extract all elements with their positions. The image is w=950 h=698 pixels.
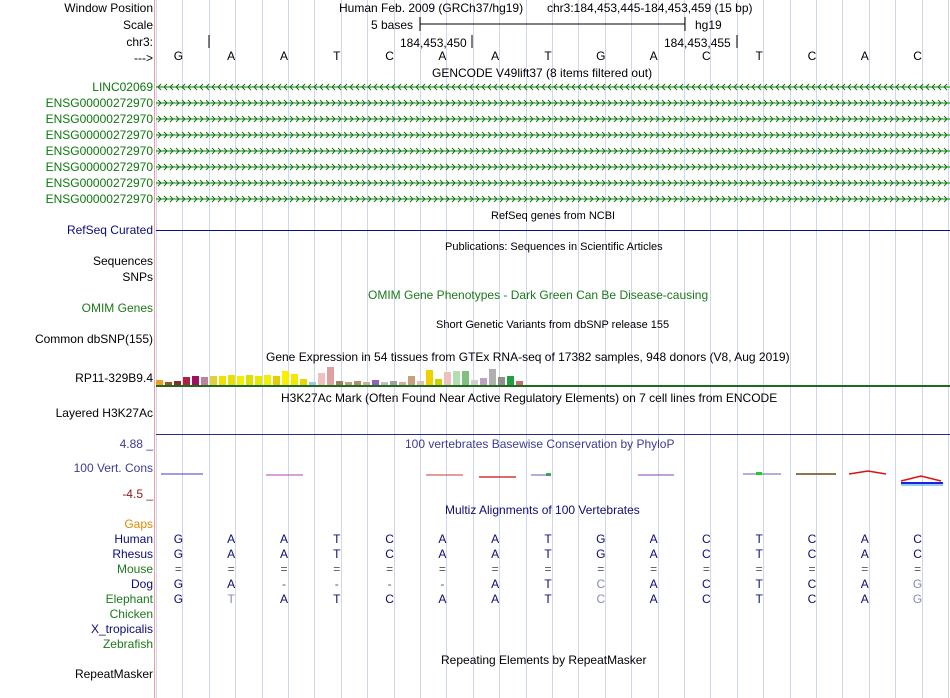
publications-sequences-label[interactable]: Sequences	[92, 254, 153, 268]
phylop-ymax: 4.88 _	[119, 437, 153, 451]
multiz-base: T	[227, 592, 235, 606]
multiz-base: C	[913, 547, 922, 561]
repeatmasker-track-title: Repeating Elements by RepeatMasker	[441, 653, 647, 667]
window-position-label: Window Position	[64, 1, 153, 15]
repeatmasker-label[interactable]: RepeatMasker	[74, 667, 153, 681]
multiz-track-title: Multiz Alignments of 100 Vertebrates	[445, 503, 640, 517]
multiz-base: C	[385, 547, 394, 561]
multiz-base: C	[807, 592, 817, 606]
publications-snps-label[interactable]: SNPs	[122, 270, 153, 284]
base-letter: C	[913, 49, 922, 63]
multiz-base: G	[596, 532, 606, 546]
multiz-base: C	[702, 532, 711, 546]
multiz-base: =	[702, 562, 710, 576]
chrom-label: chr3:	[126, 35, 153, 49]
label-divider	[154, 0, 155, 698]
multiz-base: A	[860, 532, 869, 546]
base-letter: A	[438, 49, 447, 63]
multiz-base: G	[173, 577, 184, 591]
multiz-base: A	[491, 547, 500, 561]
h3k27ac-label[interactable]: Layered H3K27Ac	[55, 406, 153, 420]
multiz-base: A	[491, 592, 500, 606]
gencode-item-label[interactable]: ENSG00000272970	[45, 128, 153, 142]
multiz-base: T	[544, 592, 552, 606]
multiz-base: A	[227, 577, 236, 591]
gencode-item-line[interactable]	[156, 114, 950, 124]
multiz-base: C	[385, 532, 394, 546]
phylop-label[interactable]: 100 Vert. Cons	[73, 461, 153, 475]
gencode-item-label[interactable]: ENSG00000272970	[45, 112, 153, 126]
base-letter: C	[702, 49, 711, 63]
multiz-species-label[interactable]: Elephant	[105, 592, 153, 606]
multiz-base: =	[174, 562, 182, 576]
multiz-base: G	[596, 547, 606, 561]
multiz-base: A	[438, 592, 447, 606]
gencode-item-line[interactable]	[156, 194, 950, 204]
multiz-base: C	[596, 577, 606, 591]
multiz-base: G	[173, 592, 184, 606]
multiz-base: C	[807, 577, 817, 591]
dbsnp-track-title: Short Genetic Variants from dbSNP release 155	[436, 319, 670, 331]
multiz-base: A	[227, 532, 236, 546]
coord-tick-1: 184,453,450	[400, 36, 467, 50]
multiz-base: G	[912, 577, 923, 591]
scale-label: Scale	[122, 18, 153, 32]
gencode-item-line[interactable]	[156, 146, 950, 156]
strand-label: --->	[134, 51, 153, 65]
dbsnp-label[interactable]: Common dbSNP(155)	[34, 332, 153, 346]
multiz-base: C	[385, 592, 394, 606]
refseq-line	[156, 230, 950, 232]
multiz-base: A	[279, 532, 288, 546]
multiz-base: C	[807, 547, 817, 561]
omim-track-title: OMIM Gene Phenotypes - Dark Green Can Be Disease-causing	[368, 288, 709, 302]
phylop-ymin: -4.5 _	[122, 487, 153, 501]
base-letter: A	[491, 49, 500, 63]
assembly-title: Human Feb. 2009 (GRCh37/hg19)	[339, 1, 524, 15]
multiz-base: A	[438, 532, 447, 546]
position-text: chr3:184,453,445-184,453,459 (15 bp)	[547, 1, 753, 15]
multiz-species-label[interactable]: Human	[114, 532, 153, 546]
multiz-base: C	[702, 592, 711, 606]
multiz-base: A	[649, 532, 658, 546]
gencode-item-label[interactable]: ENSG00000272970	[45, 160, 153, 174]
multiz-species-label[interactable]: X_tropicalis	[90, 622, 153, 636]
multiz-base: T	[333, 532, 341, 546]
base-letter: A	[279, 49, 288, 63]
scale-db: hg19	[695, 18, 722, 32]
multiz-base: T	[333, 592, 341, 606]
base-letter: A	[227, 49, 236, 63]
multiz-base: A	[649, 547, 658, 561]
multiz-base: A	[649, 592, 658, 606]
multiz-base: A	[438, 547, 447, 561]
multiz-base: T	[333, 547, 341, 561]
scale-text: 5 bases	[371, 18, 414, 32]
phylop-track-title: 100 vertebrates Basewise Conservation by PhyloP	[405, 437, 675, 451]
gencode-item-line[interactable]	[156, 130, 950, 140]
h3k27ac-line	[156, 434, 950, 436]
multiz-base: A	[279, 547, 288, 561]
base-letter: C	[807, 49, 817, 63]
multiz-base: =	[861, 562, 869, 576]
multiz-base: G	[173, 547, 184, 561]
multiz-base: T	[755, 547, 763, 561]
gencode-item-line[interactable]	[156, 98, 950, 108]
base-letter: A	[649, 49, 658, 63]
multiz-base: T	[755, 592, 763, 606]
multiz-base: A	[649, 577, 658, 591]
multiz-base: =	[597, 562, 605, 576]
multiz-species-label[interactable]: Zebrafish	[102, 637, 153, 651]
multiz-species-label[interactable]: Rhesus	[112, 547, 153, 561]
multiz-base: =	[280, 562, 288, 576]
coord-tick-2: 184,453,455	[664, 36, 731, 50]
multiz-base: =	[914, 562, 922, 576]
multiz-base: T	[544, 547, 552, 561]
publications-track-title: Publications: Sequences in Scientific Articles	[445, 241, 663, 253]
multiz-base: C	[596, 592, 606, 606]
multiz-base: A	[491, 532, 500, 546]
multiz-base: A	[279, 592, 288, 606]
multiz-base: =	[333, 562, 341, 576]
multiz-base: C	[913, 532, 922, 546]
multiz-base: A	[860, 592, 869, 606]
multiz-base: -	[440, 577, 445, 591]
gtex-track-title: Gene Expression in 54 tissues from GTEx RNA-seq of 17382 samples, 948 donors (V8, Aug 2019)	[266, 350, 790, 364]
gencode-item-line[interactable]	[156, 82, 950, 92]
omim-label[interactable]: OMIM Genes	[81, 301, 153, 315]
gtex-baseline	[156, 385, 950, 388]
multiz-base: T	[544, 532, 552, 546]
base-letter: T	[755, 49, 763, 63]
multiz-base: T	[544, 577, 552, 591]
multiz-base: -	[282, 577, 286, 591]
multiz-base: =	[227, 562, 235, 576]
multiz-base: T	[755, 577, 763, 591]
multiz-species-label[interactable]: Chicken	[109, 607, 153, 621]
refseq-label[interactable]: RefSeq Curated	[66, 223, 153, 237]
multiz-base: T	[755, 532, 763, 546]
gencode-item-label[interactable]: LINC02069	[92, 80, 153, 94]
multiz-base: A	[491, 577, 500, 591]
multiz-base: -	[334, 577, 339, 591]
gencode-item-line[interactable]	[156, 162, 950, 172]
multiz-base: C	[702, 577, 711, 591]
base-letter: G	[596, 49, 606, 63]
gencode-item-label[interactable]: ENSG00000272970	[45, 192, 153, 206]
multiz-base: -	[387, 577, 392, 591]
gaps-label: Gaps	[124, 517, 153, 531]
multiz-base: A	[227, 547, 236, 561]
multiz-base: =	[650, 562, 658, 576]
gtex-bars[interactable]	[156, 362, 536, 386]
base-letter: G	[173, 49, 184, 63]
gencode-item-label[interactable]: ENSG00000272970	[45, 176, 153, 190]
multiz-base: G	[173, 532, 184, 546]
base-letter: C	[385, 49, 394, 63]
base-letter: T	[544, 49, 552, 63]
h3k27ac-track-title: H3K27Ac Mark (Often Found Near Active Regulatory Elements) on 7 cell lines from ENCODE	[281, 391, 778, 405]
multiz-base: C	[702, 547, 711, 561]
multiz-species-label[interactable]: Dog	[130, 577, 153, 591]
base-letter: A	[860, 49, 869, 63]
multiz-base: =	[491, 562, 499, 576]
gtex-label[interactable]: RP11-329B9.4	[75, 371, 153, 385]
base-letter: T	[333, 49, 341, 63]
gencode-item-label[interactable]: ENSG00000272970	[45, 144, 153, 158]
gencode-item-label[interactable]: ENSG00000272970	[45, 96, 153, 110]
multiz-base: A	[860, 577, 869, 591]
phylop-signal	[156, 466, 950, 490]
multiz-base: =	[544, 562, 552, 576]
multiz-base: C	[807, 532, 817, 546]
multiz-base: =	[386, 562, 394, 576]
multiz-base: G	[912, 592, 923, 606]
multiz-base: =	[438, 562, 446, 576]
gencode-track-title: GENCODE V49lift37 (8 items filtered out)	[432, 66, 653, 80]
multiz-base: =	[755, 562, 763, 576]
multiz-base: A	[860, 547, 869, 561]
multiz-base: =	[808, 562, 816, 576]
refseq-track-title: RefSeq genes from NCBI	[491, 210, 616, 222]
gencode-item-line[interactable]	[156, 178, 950, 188]
multiz-species-label[interactable]: Mouse	[116, 562, 153, 576]
